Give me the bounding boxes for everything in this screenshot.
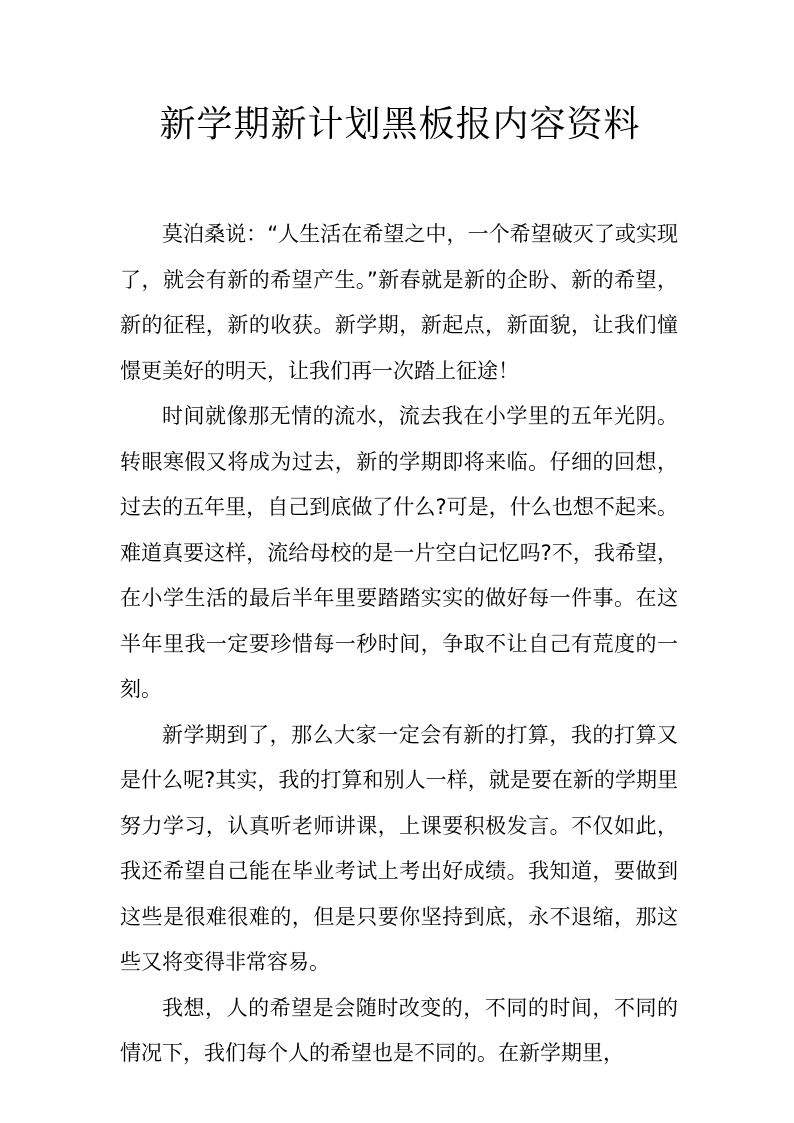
- paragraph: 时间就像那无情的流水，流去我在小学里的五年光阴。转眼寒假又将成为过去，新的学期即将来临。仔细的回想，过去的五年里，自己到底做了什么?可是，什么也想不起来。难道真要这样，流给母校的是一片空白记忆吗?不，我希望，在小学生活的最后半年里要踏踏实实的做好每一件事。在这半年里我一定要珍惜每一秒时间，争取不让自己有荒度的一刻。: [120, 404, 678, 701]
- paragraph: 莫泊桑说：“人生活在希望之中，一个希望破灭了或实现了，就会有新的希望产生。”新春就是新的企盼、新的希望，新的征程，新的收获。新学期，新起点，新面貌，让我们憧憬更美好的明天，让我们再一次踏上征途！: [120, 222, 678, 383]
- document-body: [120, 212, 678, 1077]
- paragraph: 新学期到了，那么大家一定会有新的打算，我的打算又是什么呢?其实，我的打算和别人一样，就是要在新的学期里努力学习，认真听老师讲课，上课要积极发言。不仅如此，我还希望自己能在毕业考试上考出好成绩。我知道，要做到这些是很难很难的，但是只要你坚持到底，永不退缩，那这些又将变得非常容易。: [120, 722, 678, 974]
- paragraph: 我想，人的希望是会随时改变的，不同的时间，不同的情况下，我们每个人的希望也是不同的。在新学期里，: [120, 995, 678, 1065]
- document-title: 新学期新计划黑板报内容资料: [159, 104, 641, 145]
